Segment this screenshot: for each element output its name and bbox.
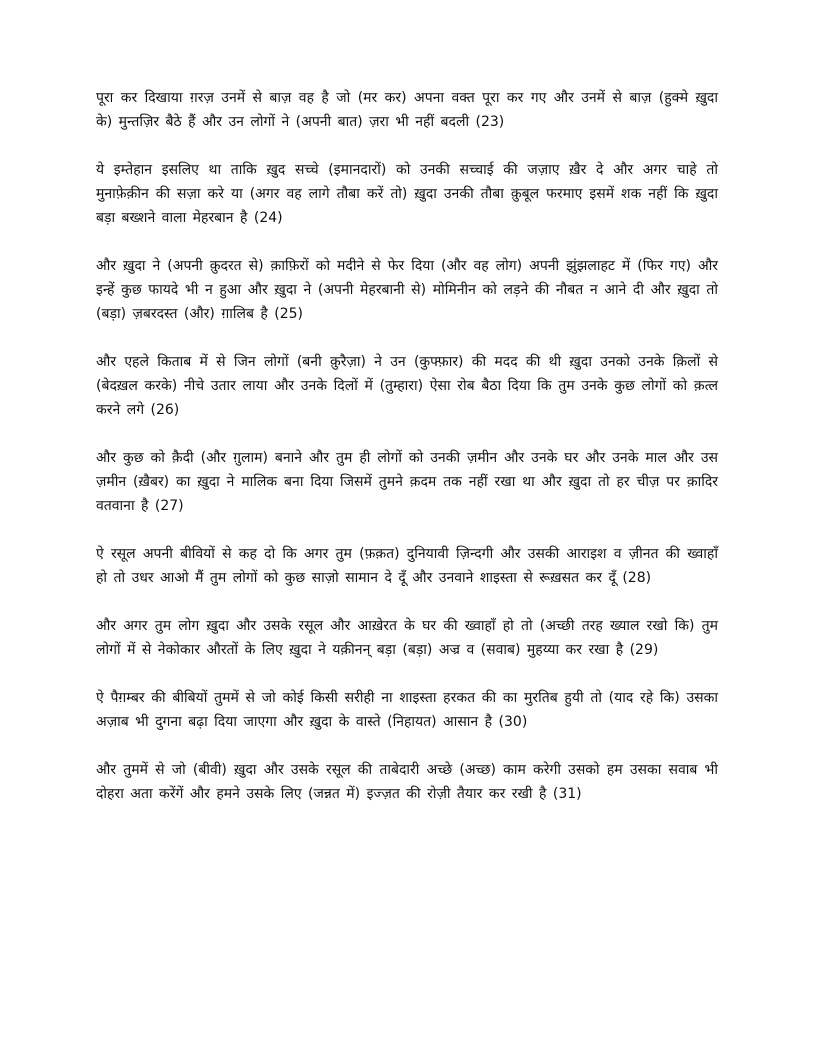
verse-paragraph-30: ऐ पैग़म्बर की बीबियों तुममें से जो कोई किसी सरीही ना शाइस्ता हरकत की का मुरतिब हुयी तो (याद रहे कि) उसका अज़ाब भी दुगना बढ़ा दिया जाएगा और ख़ुदा के वास्ते (निहायत) आसान है (30)	[96, 690, 718, 730]
verse-paragraph-27: और कुछ को क़ैदी (और ग़ुलाम) बनाने और तुम ही लोगों को उनकी ज़मीन और उनके घर और उनके माल और उस ज़मीन (ख़ैबर) का ख़ुदा ने मालिक बना दिया जिसमें तुमने क़दम तक नहीं रखा था और ख़ुदा तो हर चीज़ पर क़ादिर वतवाना है (27)	[96, 450, 718, 514]
verse-paragraph-25: और ख़ुदा ने (अपनी क़ुदरत से) क़ाफ़िरों को मदीने से फेर दिया (और वह लोग) अपनी झुंझलाहट में (फिर गए) और इन्हें कुछ फायदे भी न हुआ और ख़ुदा ने (अपनी मेहरबानी से) मोमिनीन को लड़ने की नौबत न आने दी और ख़ुदा तो (बड़ा) ज़बरदस्त (और) ग़ालिब है (25)	[96, 258, 718, 322]
document-page	[96, 86, 718, 830]
verse-paragraph-24: ये इम्तेहान इसलिए था ताकि ख़ुद सच्चे (इमानदारों) को उनकी सच्चाई की जज़ाए ख़ैर दे और अगर चाहे तो मुनाफ़ेक़ीन की सज़ा करे या (अगर वह लागे तौबा करें तो) ख़ुदा उनकी तौबा क़ुबूल फरमाए इसमें शक नहीं कि ख़ुदा बड़ा बख्शने वाला मेहरबान है (24)	[96, 162, 718, 226]
verse-paragraph-31: और तुममें से जो (बीवी) ख़ुदा और उसके रसूल की ताबेदारी अच्छे (अच्छ) काम करेगी उसको हम उसका सवाब भी दोहरा अता करेंगें और हमने उसके लिए (जन्नत में) इज्ज़त की रोज़ी तैयार कर रखी है (31)	[96, 762, 718, 802]
verse-paragraph-28: ऐ रसूल अपनी बीवियों से कह दो कि अगर तुम (फ़क़त) दुनियावी ज़िन्दगी और उसकी आराइश व ज़ीनत की ख्वाहाँ हो तो उधर आओ मैं तुम लोगों को कुछ साज़ो सामान दे दूँ और उनवाने शाइस्ता से रूख़सत कर दूँ (28)	[96, 546, 718, 586]
verse-paragraph-29: और अगर तुम लोग ख़ुदा और उसके रसूल और आख़ेरत के घर की ख्वाहाँ हो तो (अच्छी तरह ख्याल रखो कि) तुम लोगों में से नेकोकार औरतों के लिए ख़ुदा ने यक़ीनन् बड़ा (बड़ा) अज्र व (सवाब) मुहय्या कर रखा है (29)	[96, 618, 718, 658]
verse-paragraph-26: और एहले किताब में से जिन लोगों (बनी क़ुरैज़ा) ने उन (कुफ्फ़ार) की मदद की थी ख़ुदा उनको उनके क़िलों से (बेदख़ल करके) नीचे उतार लाया और उनके दिलों में (तुम्हारा) ऐसा रोब बैठा दिया कि तुम उनके कुछ लोगों को क़त्ल करने लगे (26)	[96, 354, 718, 418]
verse-paragraph-23: पूरा कर दिखाया ग़रज़ उनमें से बाज़ वह है जो (मर कर) अपना वक्त पूरा कर गए और उनमें से बाज़ (हुक्मे ख़ुदा के) मुन्तज़िर बैठे हैं और उन लोगों ने (अपनी बात) ज़रा भी नहीं बदली (23)	[96, 90, 718, 130]
